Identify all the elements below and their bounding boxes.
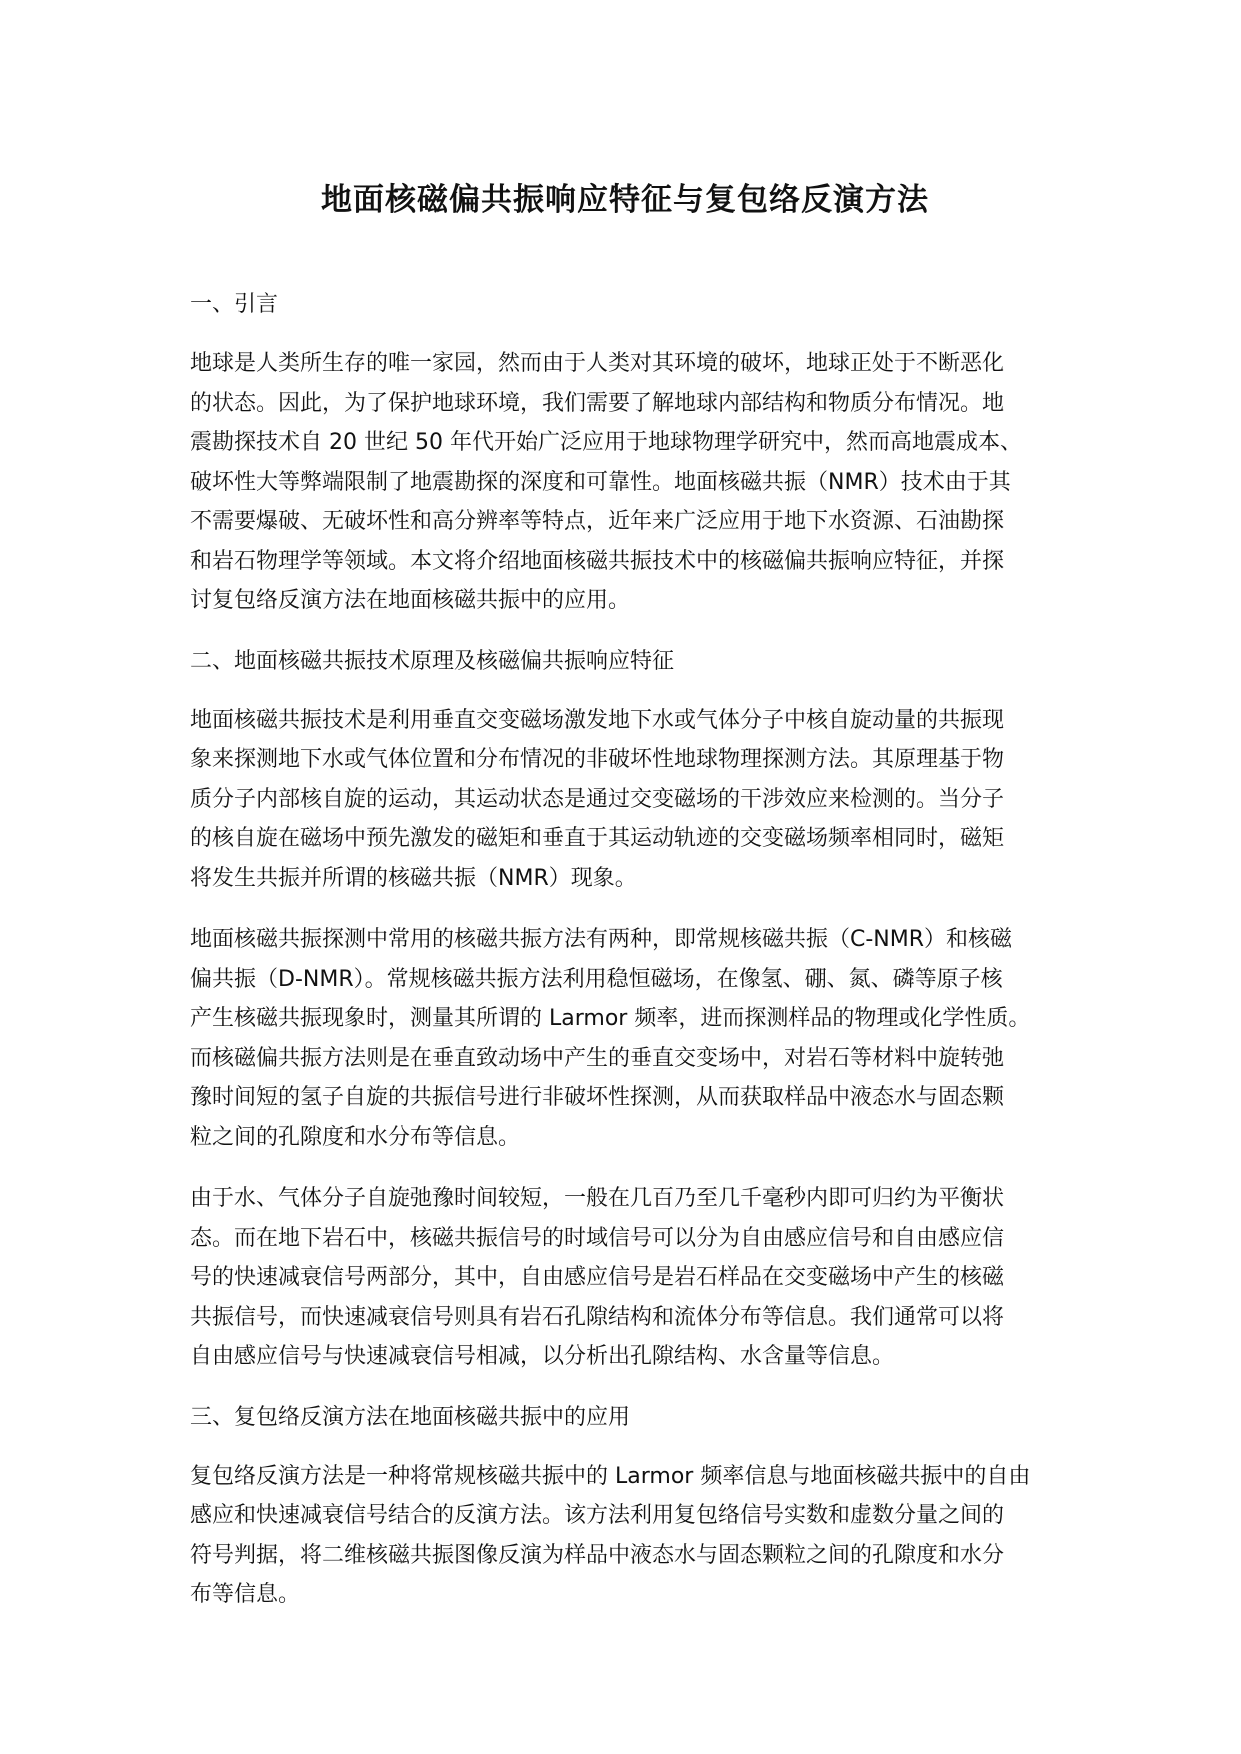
paragraph-line: 号的快速减衰信号两部分，其中，自由感应信号是岩石样品在交变磁场中产生的核磁 (190, 1265, 1005, 1290)
paragraph-line: 粒之间的孔隙度和水分布等信息。 (190, 1124, 521, 1150)
paragraph-line: 破坏性大等弊端限制了地震勘探的深度和可靠性。地面核磁共振（NMR）技术由于其 (190, 469, 1011, 495)
paragraph-line: 地面核磁共振探测中常用的核磁共振方法有两种，即常规核磁共振（C-NMR）和核磁 (190, 927, 1013, 952)
paragraph (190, 920, 1060, 1157)
paragraph-line: 复包络反演方法是一种将常规核磁共振中的 Larmor 频率信息与地面核磁共振中的自由 (190, 1463, 1031, 1489)
paragraph-line: 豫时间短的氢子自旋的共振信号进行非破坏性探测，从而获取样品中液态水与固态颗 (190, 1085, 1005, 1110)
paragraph-line: 符号判据，将二维核磁共振图像反演为样品中液态水与固态颗粒之间的孔隙度和水分 (190, 1542, 1005, 1568)
paragraph-line: 和岩石物理学等领域。本文将介绍地面核磁共振技术中的核磁偏共振响应特征，并探 (190, 548, 1005, 574)
paragraph-line: 将发生共振并所谓的核磁共振（NMR）现象。 (190, 865, 637, 891)
paragraph-line: 感应和快速减衰信号结合的反演方法。该方法利用复包络信号实数和虚数分量之间的 (190, 1503, 1005, 1528)
paragraph-line: 态。而在地下岩石中，核磁共振信号的时域信号可以分为自由感应信号和自由感应信 (190, 1225, 1005, 1251)
paragraph-line: 自由感应信号与快速减衰信号相减，以分析出孔隙结构、水含量等信息。 (190, 1344, 895, 1369)
section-heading: 二、地面核磁共振技术原理及核磁偏共振响应特征 (190, 648, 675, 674)
paragraph-line: 由于水、气体分子自旋弛豫时间较短，一般在几百乃至几千毫秒内即可归约为平衡状 (190, 1186, 1005, 1211)
document-page (190, 178, 1060, 1637)
paragraph-line: 偏共振（D-NMR）。常规核磁共振方法利用稳恒磁场，在像氢、硼、氮、磷等原子核 (190, 966, 1003, 992)
paragraph (190, 701, 1060, 899)
document-title: 地面核磁偏共振响应特征与复包络反演方法 (321, 182, 929, 218)
paragraph-line: 地球是人类所生存的唯一家园，然而由于人类对其环境的破坏，地球正处于不断恶化 (190, 351, 1005, 376)
paragraph-line: 而核磁偏共振方法则是在垂直致动场中产生的垂直交变场中，对岩石等材料中旋转弛 (190, 1045, 1005, 1071)
paragraph-line: 不需要爆破、无破坏性和高分辨率等特点，近年来广泛应用于地下水资源、石油勘探 (190, 509, 1005, 534)
paragraph (190, 1179, 1060, 1377)
paragraph-line: 共振信号，而快速减衰信号则具有岩石孔隙结构和流体分布等信息。我们通常可以将 (190, 1304, 1005, 1330)
paragraph-line: 象来探测地下水或气体位置和分布情况的非破坏性地球物理探测方法。其原理基于物 (190, 747, 1005, 772)
paragraph-line: 的核自旋在磁场中预先激发的磁矩和垂直于其运动轨迹的交变磁场频率相同时，磁矩 (190, 826, 1005, 851)
paragraph-line: 讨复包络反演方法在地面核磁共振中的应用。 (190, 588, 631, 613)
paragraph-line: 的状态。因此，为了保护地球环境，我们需要了解地球内部结构和物质分布情况。地 (190, 390, 1005, 416)
paragraph (190, 344, 1060, 621)
document-body (190, 286, 1060, 1615)
paragraph-line: 质分子内部核自旋的运动，其运动状态是通过交变磁场的干涉效应来检测的。当分子 (190, 786, 1005, 812)
paragraph-line: 产生核磁共振现象时，测量其所谓的 Larmor 频率，进而探测样品的物理或化学性质。 (190, 1006, 1031, 1031)
paragraph-line: 震勘探技术自 20 世纪 50 年代开始广泛应用于地球物理学研究中，然而高地震成本、 (190, 430, 1022, 455)
paragraph (190, 1457, 1060, 1615)
section-heading: 一、引言 (190, 292, 279, 317)
paragraph-line: 布等信息。 (190, 1582, 301, 1607)
paragraph-line: 地面核磁共振技术是利用垂直交变磁场激发地下水或气体分子中核自旋动量的共振现 (190, 707, 1005, 733)
section-heading: 三、复包络反演方法在地面核磁共振中的应用 (190, 1404, 631, 1430)
